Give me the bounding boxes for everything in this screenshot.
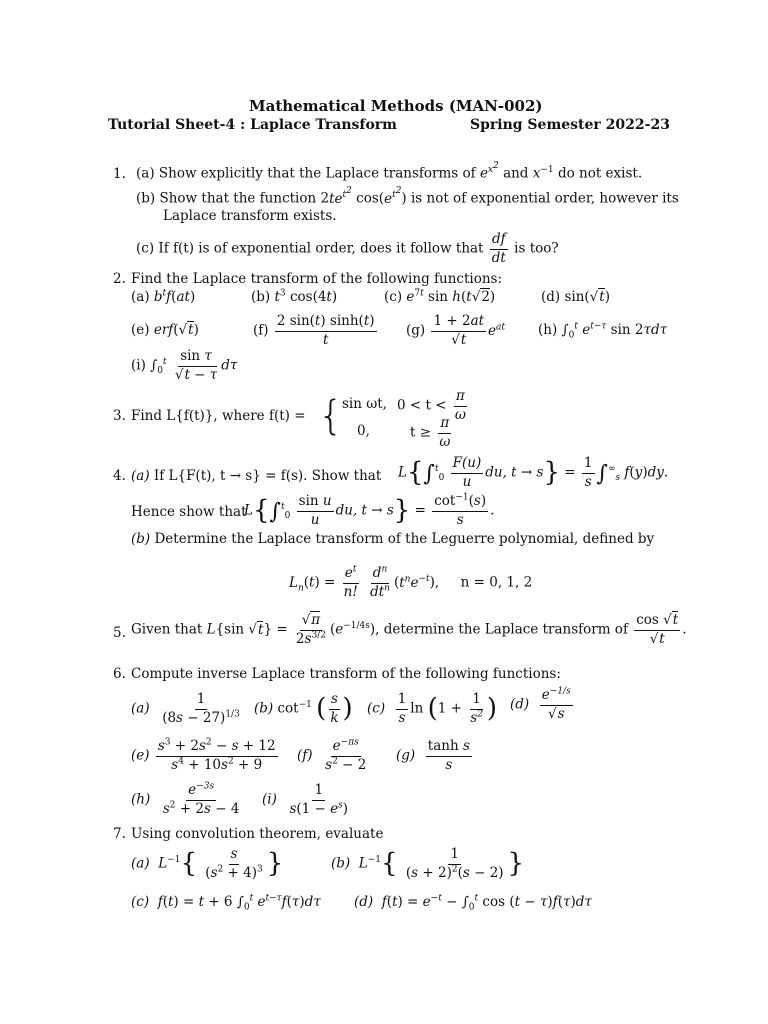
q6h: (h) $\frac{e^{-3s}}{s^2 + 2s - 4}$ bbox=[131, 781, 240, 817]
q2g: (g) $\frac{1 + 2at}{√t}$ $e^{at}$ bbox=[406, 313, 506, 348]
semester: Spring Semester 2022-23 bbox=[470, 117, 670, 133]
q4-hence-formula: L{∫$^t_0$ $\frac{\text{sin u}}{u}$ du, t → s} = $\frac{\cot^{-1}(s)}{s}$ . bbox=[244, 492, 495, 528]
q4a: (a) If L{F(t), t → s} = f(s). Show that bbox=[131, 468, 382, 484]
q7d: (d) $f(t) = e^{-t} - \int_0^t$ cos (t − τ)f(τ)dτ bbox=[354, 893, 592, 913]
q7a: (a) $L^{-1}${ $\frac{s}{(s^2 + 4)^3}$ } bbox=[131, 846, 284, 881]
q2i: (i) $\int_0^t$ $\frac{\text{sin τ}}{√t - \tau}$ dτ bbox=[131, 348, 238, 383]
q7c: (c) f(t) = t + 6 $\int_0^t$ $e^{t-\tau}f(\tau)d\tau$ bbox=[131, 893, 321, 913]
q5-text: Given that L{sin √t} = $\frac{√\pi}{2s^{3/2}}$ $(e^{-1/4s})$, determine the Laplace transform of $\frac{\cos √t}{√t}$ . bbox=[131, 612, 687, 647]
q7-intro: Using convolution theorem, evaluate bbox=[131, 826, 384, 842]
q6c: (c) $\frac{1}{s}$ ln (1 + $\frac{1}{s^2}$ ) bbox=[367, 691, 498, 726]
q1b-line2: Laplace transform exists. bbox=[163, 208, 337, 224]
q3-case2: 0, bbox=[357, 423, 370, 439]
q6i: (i) $\frac{1}{s(1 - e^s)}$ bbox=[262, 782, 349, 817]
q1c: (c) If f(t) is of exponential order, does it follow that $\frac{df}{dt}$ is too? bbox=[136, 231, 559, 266]
q6e: (e) $\frac{s^3 + 2s^2 - s + 12}{s^4 + 10s^2 + 9}$ bbox=[131, 737, 276, 773]
q6f: (f) $\frac{e^{-\pi s}}{s^2 - 2}$ bbox=[297, 737, 367, 773]
q4-number: 4. bbox=[113, 468, 126, 484]
q5-number: 5. bbox=[113, 625, 126, 641]
page-title: Mathematical Methods (MAN-002) bbox=[249, 97, 543, 115]
sheet-title: Tutorial Sheet-4 : Laplace Transform bbox=[108, 117, 397, 133]
q6b: (b) $\cot^{-1}$ ( $\frac{s}{k}$ ) bbox=[254, 691, 353, 726]
q3-number: 3. bbox=[113, 408, 126, 424]
q4a-formula: L{∫$^t_0$ $\frac{F(u)}{u}$ du, t → s} = $\frac{1}{s}$ $\int^\infty_s$ f(y)dy. bbox=[398, 455, 669, 490]
q1b: (b) Show that the function $2te^{t^2}$ $\cos(e^{t^2})$ is not of exponential order, however its bbox=[136, 186, 679, 207]
q6g: (g) $\frac{\text{tanh s}}{s}$ bbox=[396, 738, 470, 773]
q2b: (b) $t^3$ cos(4t) bbox=[251, 288, 338, 305]
q2f: (f) $\frac{2 \sin(t) \sinh(t)}{t}$ bbox=[253, 313, 375, 348]
q3-cond1: 0 < t < $\frac{\pi}{\omega}$ bbox=[397, 388, 466, 423]
q4b-formula: $L_n(t)$ = $\frac{e^t}{n!}$ $\frac{d^n}{dt^n}$ $(t^ne^{-t})$, n = 0, 1, 2 bbox=[289, 564, 533, 600]
q2-number: 2. bbox=[113, 271, 126, 287]
q3-cond2: t ≥ $\frac{\pi}{\omega}$ bbox=[410, 415, 451, 450]
q4-hence: Hence show that bbox=[131, 504, 247, 520]
q3-text: Find L{f(t)}, where f(t) = bbox=[131, 408, 306, 424]
q3-brace: { bbox=[318, 393, 344, 439]
q2a: (a) $b^tf(at)$ bbox=[131, 288, 196, 305]
q6a: (a) $\frac{1}{(8s - 27)^{1/3}}$ bbox=[131, 691, 240, 726]
q7b: (b) $L^{-1}${ $\frac{1}{(s + 2)^2(s - 2)}$ } bbox=[331, 846, 525, 881]
q1a: (a) Show explicitly that the Laplace transforms of $e^{x^2}$ and $x^{-1}$ do not exist. bbox=[136, 161, 643, 182]
q2c: (c) $e^{7t}$ sin h(t√2) bbox=[384, 288, 496, 305]
q6d: (d) $\frac{e^{-1/s}}{√s}$ bbox=[510, 686, 571, 722]
q2h: (h) $\int_0^t$ $e^{t-\tau}$ sin 2τdτ bbox=[538, 321, 668, 341]
q1-number: 1. bbox=[113, 166, 126, 182]
q6-intro: Compute inverse Laplace transform of the following functions: bbox=[131, 666, 561, 682]
q4b: (b) Determine the Laplace transform of the Leguerre polynomial, defined by bbox=[131, 531, 655, 547]
q2-intro: Find the Laplace transform of the following functions: bbox=[131, 271, 502, 287]
q2e: (e) erf(√t) bbox=[131, 322, 199, 338]
q6-number: 6. bbox=[113, 666, 126, 682]
q7-number: 7. bbox=[113, 826, 126, 842]
q3-case1: sin ωt, bbox=[342, 396, 387, 412]
q2d: (d) sin(√t) bbox=[541, 289, 611, 305]
